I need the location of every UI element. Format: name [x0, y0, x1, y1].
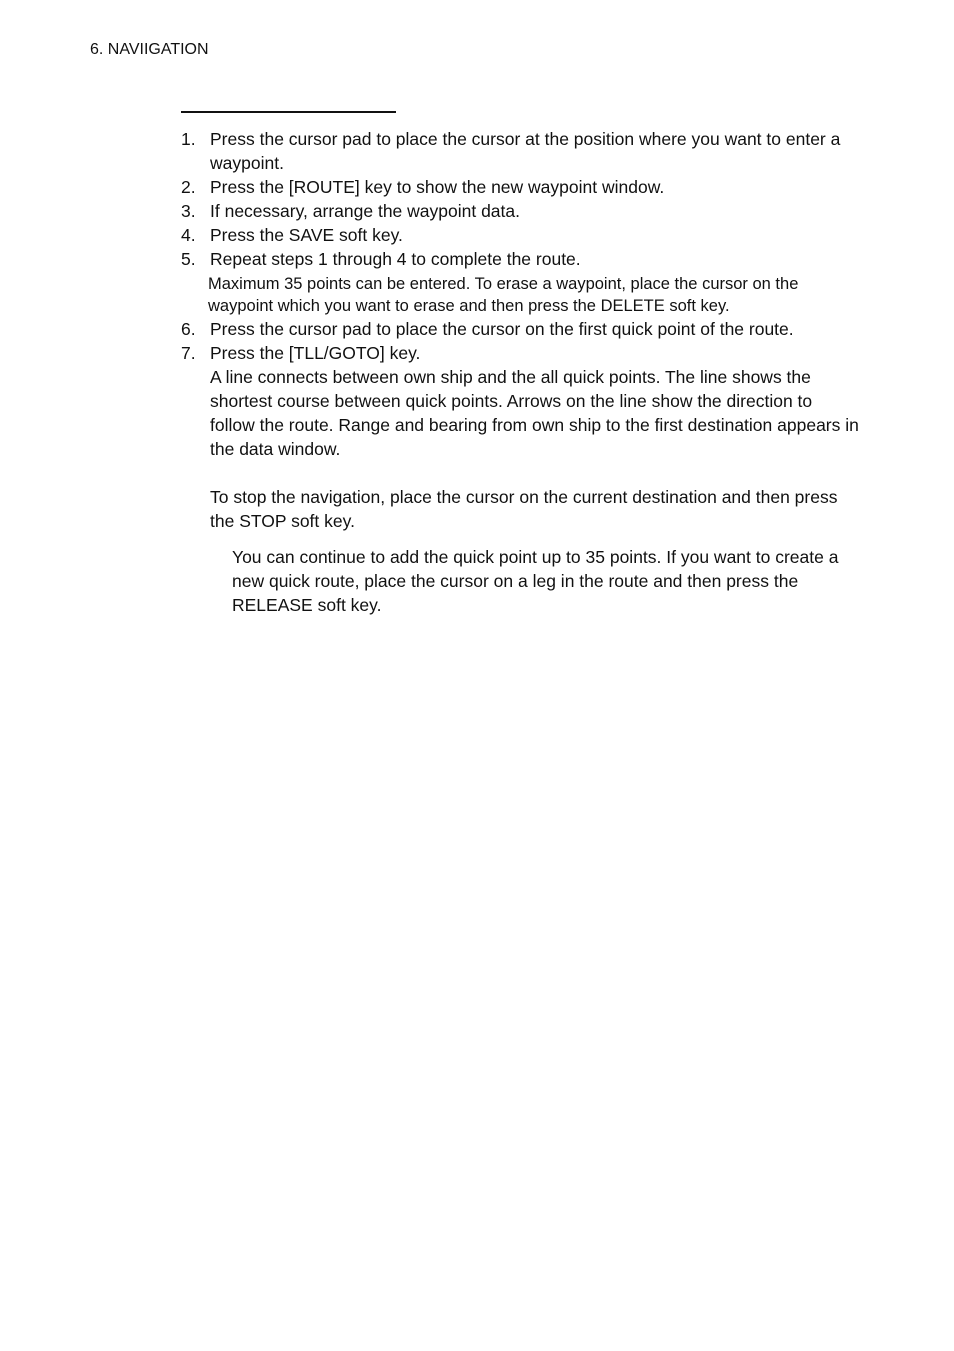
- step-text: Repeat steps 1 through 4 to complete the route.: [210, 249, 581, 269]
- step-number: 2.: [181, 177, 196, 197]
- step-3: [181, 199, 861, 223]
- step-7-detail: A line connects between own ship and the all quick points. The line shows the shortest course between quick points. Arrows on the line show the direction to follow the route. Range and bearing from own ship to the first destination appears in the data window.: [210, 367, 859, 459]
- running-header: 6. NAVIIGATION: [90, 41, 209, 58]
- step-text: Press the cursor pad to place the cursor at the position where you want to enter a waypoint.: [210, 129, 841, 173]
- step-number: 4.: [181, 225, 196, 245]
- step-5: [181, 247, 861, 271]
- step-text: Press the [TLL/GOTO] key.: [210, 343, 421, 363]
- step-number: 6.: [181, 319, 196, 339]
- step-6: [181, 317, 861, 341]
- step-1: [181, 127, 861, 175]
- stop-instruction: To stop the navigation, place the cursor on the current destination and then press the STOP soft key.: [210, 487, 838, 531]
- step-text: Press the SAVE soft key.: [210, 225, 403, 245]
- step-text: Press the [ROUTE] key to show the new waypoint window.: [210, 177, 665, 197]
- step-7: [181, 341, 861, 533]
- procedure-body: [181, 127, 861, 617]
- tip-text: You can continue to add the quick point up to 35 points. If you want to create a new quick route, place the cursor on a leg in the route and then press the RELEASE soft key.: [232, 547, 839, 615]
- paragraph-gap: [210, 461, 861, 485]
- step-5-note: Maximum 35 points can be entered. To erase a waypoint, place the cursor on the waypoint which you want to erase and then press the DELETE soft key.: [208, 275, 799, 315]
- step-text: If necessary, arrange the waypoint data.: [210, 201, 520, 221]
- step-text: Press the cursor pad to place the cursor on the first quick point of the route.: [210, 319, 794, 339]
- step-number: 3.: [181, 201, 196, 221]
- step-number: 7.: [181, 343, 196, 363]
- step-4: [181, 223, 861, 247]
- step-number: 1.: [181, 129, 196, 149]
- heading-underline: [181, 111, 396, 113]
- step-2: [181, 175, 861, 199]
- tip-note: [232, 545, 861, 617]
- step-number: 5.: [181, 249, 196, 269]
